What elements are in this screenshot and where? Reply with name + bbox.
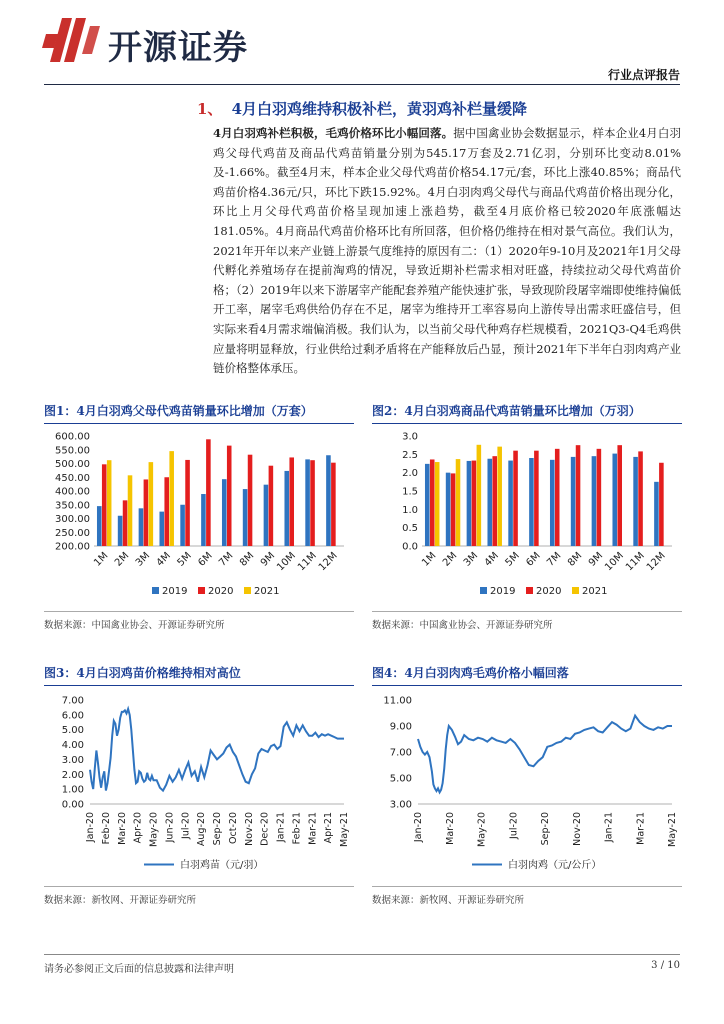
fig2-bar-2020-5M xyxy=(513,451,518,546)
fig3-x-tick-label: May-20 xyxy=(148,812,160,847)
fig3-x-tick-label: Apr-21 xyxy=(323,812,335,844)
fig1-bar-2019-7M xyxy=(222,479,227,546)
fig4-y-tick-label: 9.00 xyxy=(389,721,412,733)
header-divider xyxy=(44,84,680,85)
fig2-legend-label-2019: 2019 xyxy=(490,586,516,597)
fig4-x-tick-label: Jan-20 xyxy=(413,812,424,843)
fig1-bar-2020-10M xyxy=(289,457,294,546)
fig3-source: 数据来源：新牧网、开源证券研究所 xyxy=(44,895,197,906)
fig1-x-tick-label: 9M xyxy=(258,550,278,569)
fig2-chart xyxy=(372,428,682,608)
fig4-y-tick-label: 5.00 xyxy=(389,773,412,785)
fig2-bar-2019-4M xyxy=(487,459,492,546)
fig2-bar-2019-10M xyxy=(612,454,617,546)
fig1-y-tick-label: 450.00 xyxy=(55,472,90,484)
page-number: 3 / 10 xyxy=(651,960,680,971)
fig2-x-tick-label: 12M xyxy=(644,550,668,574)
fig1-bar-2019-1M xyxy=(97,506,102,546)
fig2-y-tick-label: 0.0 xyxy=(402,541,418,553)
paragraph-lead: 4月白羽鸡补栏积极，毛鸡价格环比小幅回落。 xyxy=(213,126,454,140)
fig2-bar-2020-9M xyxy=(597,449,602,546)
fig3-x-tick-label: Aug-20 xyxy=(196,812,208,847)
fig1-rule xyxy=(44,423,354,424)
fig1-bar-2019-11M xyxy=(305,459,310,546)
fig3-y-tick-label: 3.00 xyxy=(61,754,84,766)
fig1-x-tick-label: 6M xyxy=(196,550,215,569)
fig3-x-tick-label: Mar-20 xyxy=(116,812,128,845)
fig3-x-tick-label: Nov-20 xyxy=(243,812,255,846)
fig1-bar-2019-3M xyxy=(139,508,144,546)
fig4-bottom-rule xyxy=(372,886,682,887)
footer-disclaimer: 请务必参阅正文后面的信息披露和法律声明 xyxy=(44,964,234,975)
fig3-legend-label: 白羽鸡苗（元/羽） xyxy=(180,860,264,871)
fig2-bar-2020-8M xyxy=(576,445,581,546)
fig4-legend-label: 白羽肉鸡（元/公斤） xyxy=(508,860,602,871)
fig1-chart xyxy=(44,428,354,608)
fig3-x-tick-label: Jan-20 xyxy=(85,812,96,843)
fig1-legend-swatch-2019 xyxy=(152,587,159,594)
fig2-title: 图2：4月白羽鸡商品代鸡苗销量环比增加（万羽） xyxy=(372,404,641,418)
fig2-bar-2020-11M xyxy=(638,451,643,546)
fig1-y-tick-label: 400.00 xyxy=(55,486,90,498)
fig1-x-tick-label: 12M xyxy=(316,550,340,574)
fig2-x-tick-label: 5M xyxy=(503,550,522,569)
fig1-x-tick-label: 10M xyxy=(275,550,299,574)
fig1-bar-2020-2M xyxy=(123,500,128,546)
fig1-bar-2020-7M xyxy=(227,446,232,546)
fig1-x-tick-label: 1M xyxy=(92,550,111,569)
fig1-source: 数据来源：中国禽业协会、开源证券研究所 xyxy=(44,620,225,631)
fig2-bar-2019-1M xyxy=(425,464,430,546)
fig1-legend-label-2021: 2021 xyxy=(254,586,280,597)
fig3-x-tick-label: May-21 xyxy=(339,812,350,847)
section-title: 4月白羽鸡维持积极补栏，黄羽鸡补栏量缓降 xyxy=(231,100,528,118)
fig4-rule xyxy=(372,685,682,686)
fig3-y-tick-label: 7.00 xyxy=(61,695,84,707)
fig1-bar-2021-3M xyxy=(149,462,154,546)
fig2-bar-2021-3M xyxy=(477,445,482,546)
fig3-x-tick-label: Jan-21 xyxy=(275,812,287,843)
fig1-bar-2020-9M xyxy=(269,466,274,546)
fig2-bar-2020-2M xyxy=(451,473,456,546)
fig2-bar-2021-1M xyxy=(435,462,440,546)
fig2-bar-2020-10M xyxy=(617,445,622,546)
fig3-x-tick-label: Oct-20 xyxy=(227,812,239,844)
fig2-x-tick-label: 11M xyxy=(623,550,647,574)
fig2-x-tick-label: 9M xyxy=(586,550,606,569)
fig4-x-tick-label: Nov-20 xyxy=(571,812,583,846)
fig1-bar-2020-6M xyxy=(206,439,211,546)
fig2-bar-2019-9M xyxy=(592,456,597,546)
fig4-x-tick-label: May-21 xyxy=(667,812,678,847)
fig1-bar-2019-4M xyxy=(159,512,164,546)
fig1-y-tick-label: 250.00 xyxy=(55,527,90,539)
fig1-legend-label-2020: 2020 xyxy=(208,586,234,597)
fig2-bottom-rule xyxy=(372,611,682,612)
fig1-bar-2020-3M xyxy=(144,479,149,546)
fig1-y-tick-label: 500.00 xyxy=(55,459,90,470)
fig1-x-tick-label: 8M xyxy=(237,550,257,569)
section-number: 1、 xyxy=(196,100,223,118)
fig1-y-tick-label: 200.00 xyxy=(55,541,90,553)
fig2-x-tick-label: 2M xyxy=(440,550,460,569)
fig1-bar-2020-11M xyxy=(310,460,315,546)
fig4-source: 数据来源：新牧网、开源证券研究所 xyxy=(372,895,525,906)
fig1-bar-2019-5M xyxy=(180,505,185,546)
fig4-x-tick-label: Jan-21 xyxy=(603,812,615,843)
fig1-bottom-rule xyxy=(44,611,354,612)
fig2-legend-swatch-2020 xyxy=(526,587,533,594)
fig1-legend-swatch-2020 xyxy=(198,587,205,594)
fig3-bottom-rule xyxy=(44,886,354,887)
fig2-source: 数据来源：中国禽业协会、开源证券研究所 xyxy=(372,620,553,631)
fig3-x-tick-label: Jun-20 xyxy=(164,812,176,843)
fig1-bar-2019-10M xyxy=(284,471,289,546)
fig2-bar-2019-5M xyxy=(508,461,513,546)
fig3-y-tick-label: 1.00 xyxy=(61,784,84,796)
fig2-bar-2019-11M xyxy=(633,457,638,546)
fig2-y-tick-label: 1.0 xyxy=(402,504,418,516)
fig1-y-tick-label: 350.00 xyxy=(55,500,90,512)
fig4-title: 图4：4月白羽肉鸡毛鸡价格小幅回落 xyxy=(372,666,569,680)
fig2-y-tick-label: 1.5 xyxy=(402,486,418,498)
fig3-series-line xyxy=(90,709,344,791)
fig3-x-tick-label: Apr-20 xyxy=(132,812,144,844)
paragraph-text: 据中国禽业协会数据显示，样本企业4月白羽鸡父母代鸡苗及商品代鸡苗销量分别为545.17万套及2.71亿羽，分别环比变动8.01%及-1.66%。截至4月末，样本企业父母代鸡苗价格54.17元/套，环比上涨40.85%；商品代鸡苗价格4.36元/只，环比下跌15.92%。4月白羽肉鸡父母代与商品代鸡苗价格出现分化，环比上月父母代鸡苗价格呈现加速上涨趋势，截至4月底价格已较2020年底涨幅达181.05%。4月商品代鸡苗价格环比有所回落，但价格仍维持在相对景气高位。我们认为，2021年开年以来产业链上游景气度维持的原因有二：（1）2020年9-10月及2021年1月父母代孵化养殖场存在提前淘鸡的情况，导致近期补栏需求相对旺盛，持续拉动父母代鸡苗价格；（2）2019年以来下游屠宰产能配套养殖产能快速扩张，导致现阶段屠宰端即使维持偏低开工率，屠宰毛鸡供给仍存在不足，屠宰为维持开工率容易向上游传导出需求旺盛信号，但实际来看4月需求端偏消极。我们认为，以当前父母代种鸡存栏规模看，2021Q3-Q4毛鸡供应量将明显释放，行业供给过剩矛盾将在产能释放后凸显，预计2021年下半年白羽肉鸡产业链价格整体承压。 xyxy=(213,126,681,376)
fig2-x-tick-label: 10M xyxy=(603,550,627,574)
fig1-x-tick-label: 4M xyxy=(154,550,174,569)
fig2-bar-2019-3M xyxy=(467,461,472,546)
body-paragraph xyxy=(213,124,681,379)
fig4-x-tick-label: Mar-20 xyxy=(444,812,456,845)
fig3-y-tick-label: 2.00 xyxy=(61,769,84,781)
fig1-x-tick-label: 7M xyxy=(217,550,236,569)
fig2-bar-2020-6M xyxy=(534,451,539,546)
footer-divider xyxy=(44,954,680,955)
fig1-x-tick-label: 5M xyxy=(175,550,194,569)
fig1-bar-2019-12M xyxy=(326,455,331,546)
fig4-series-line xyxy=(418,716,672,793)
brand-logo-mark-icon xyxy=(40,14,110,66)
fig2-y-tick-label: 3.0 xyxy=(402,431,418,443)
fig2-bar-2019-8M xyxy=(571,457,576,546)
fig1-bar-2021-2M xyxy=(128,475,133,546)
fig2-bar-2020-3M xyxy=(472,461,477,546)
fig4-y-tick-label: 3.00 xyxy=(389,799,412,811)
fig2-bar-2020-12M xyxy=(659,463,664,546)
fig3-chart xyxy=(44,690,354,882)
fig2-bar-2020-7M xyxy=(555,449,560,546)
fig3-rule xyxy=(44,685,354,686)
fig3-y-tick-label: 4.00 xyxy=(61,740,84,752)
fig3-x-tick-label: Feb-21 xyxy=(291,812,303,845)
fig1-bar-2019-6M xyxy=(201,494,206,546)
fig1-bar-2020-5M xyxy=(185,460,190,546)
fig4-x-tick-label: May-20 xyxy=(476,812,488,847)
fig1-bar-2019-2M xyxy=(118,516,123,546)
fig1-y-tick-label: 600.00 xyxy=(55,431,90,443)
fig1-bar-2021-4M xyxy=(169,451,174,546)
fig2-legend-swatch-2019 xyxy=(480,587,487,594)
fig1-bar-2019-8M xyxy=(243,489,248,546)
fig1-y-tick-label: 550.00 xyxy=(55,445,90,457)
fig1-bar-2020-8M xyxy=(248,455,253,546)
fig2-y-tick-label: 2.0 xyxy=(402,468,418,480)
brand-name: 开源证券 xyxy=(108,28,248,68)
fig3-x-tick-label: Feb-20 xyxy=(100,812,112,845)
fig1-bar-2020-4M xyxy=(164,477,169,546)
fig2-x-tick-label: 3M xyxy=(461,550,481,569)
fig4-x-tick-label: Mar-21 xyxy=(635,812,647,845)
fig2-bar-2019-12M xyxy=(654,482,659,546)
fig2-legend-label-2021: 2021 xyxy=(582,586,608,597)
fig2-bar-2019-7M xyxy=(550,460,555,546)
fig4-y-tick-label: 7.00 xyxy=(389,747,412,759)
fig2-x-tick-label: 1M xyxy=(420,550,439,569)
fig2-y-tick-label: 2.5 xyxy=(402,449,418,461)
fig1-x-tick-label: 3M xyxy=(133,550,153,569)
fig4-x-tick-label: Jul-20 xyxy=(508,812,520,839)
report-type-label: 行业点评报告 xyxy=(607,68,680,82)
fig3-y-tick-label: 0.00 xyxy=(61,799,84,811)
fig3-x-tick-label: Jul-20 xyxy=(180,812,192,839)
fig3-title: 图3：4月白羽鸡苗价格维持相对高位 xyxy=(44,666,241,680)
fig2-bar-2021-4M xyxy=(497,447,502,546)
fig1-y-tick-label: 300.00 xyxy=(55,514,90,525)
fig2-legend-swatch-2021 xyxy=(572,587,579,594)
fig3-y-tick-label: 5.00 xyxy=(61,725,84,737)
fig2-bar-2020-1M xyxy=(430,459,435,546)
fig1-bar-2021-1M xyxy=(107,460,112,546)
fig2-y-tick-label: 0.5 xyxy=(402,523,418,535)
fig1-title: 图1：4月白羽鸡父母代鸡苗销量环比增加（万套） xyxy=(44,404,313,418)
fig2-bar-2019-6M xyxy=(529,458,534,546)
fig3-x-tick-label: Dec-20 xyxy=(259,812,271,846)
fig1-legend-swatch-2021 xyxy=(244,587,251,594)
fig2-x-tick-label: 6M xyxy=(524,550,543,569)
fig2-rule xyxy=(372,423,682,424)
fig4-chart xyxy=(372,690,682,882)
fig2-legend-label-2020: 2020 xyxy=(536,586,562,597)
fig1-legend-label-2019: 2019 xyxy=(162,586,188,597)
fig2-x-tick-label: 8M xyxy=(565,550,585,569)
fig4-x-tick-label: Sep-20 xyxy=(540,812,551,846)
fig1-bar-2020-1M xyxy=(102,464,107,546)
fig1-bar-2020-12M xyxy=(331,463,336,546)
fig3-x-tick-label: Mar-21 xyxy=(307,812,319,845)
fig2-bar-2020-4M xyxy=(492,456,497,546)
fig1-x-tick-label: 2M xyxy=(112,550,132,569)
fig3-x-tick-label: Sep-20 xyxy=(212,812,223,846)
fig2-x-tick-label: 7M xyxy=(545,550,564,569)
fig2-bar-2019-2M xyxy=(446,473,451,546)
fig1-x-tick-label: 11M xyxy=(295,550,319,574)
section-heading xyxy=(0,98,724,119)
fig2-bar-2021-2M xyxy=(456,459,461,546)
fig1-bar-2019-9M xyxy=(264,485,269,546)
fig2-x-tick-label: 4M xyxy=(482,550,502,569)
fig3-y-tick-label: 6.00 xyxy=(61,710,84,722)
fig4-y-tick-label: 11.00 xyxy=(383,695,412,707)
